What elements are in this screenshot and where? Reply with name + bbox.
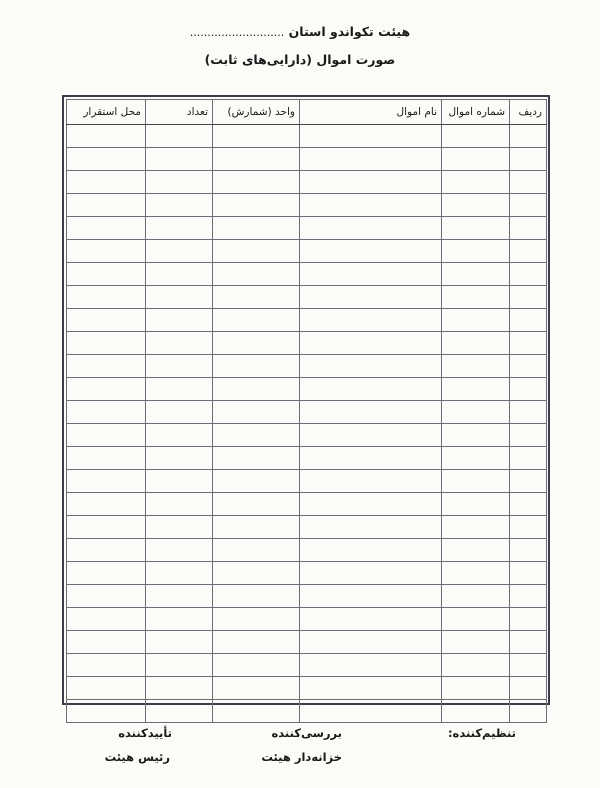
table-row (67, 125, 547, 148)
table-cell (442, 424, 510, 447)
table-row (67, 539, 547, 562)
table-row (67, 562, 547, 585)
table-cell (510, 493, 547, 516)
table-cell (510, 470, 547, 493)
table-row (67, 171, 547, 194)
column-header-location: محل استقرار (67, 100, 146, 125)
board-head-label: رئیس هیئت (104, 750, 170, 764)
table-cell (213, 125, 300, 148)
column-header-row-number: ردیف (510, 100, 547, 125)
table-cell (442, 263, 510, 286)
table-cell (146, 332, 213, 355)
table-cell (67, 194, 146, 217)
table-cell (300, 516, 442, 539)
table-row (67, 148, 547, 171)
table-cell (213, 677, 300, 700)
table-cell (67, 539, 146, 562)
reviewer-label: بررسی‌کننده (271, 726, 342, 740)
table-cell (510, 355, 547, 378)
table-cell (510, 240, 547, 263)
table-cell (442, 539, 510, 562)
table-cell (442, 700, 510, 723)
table-cell (300, 654, 442, 677)
table-row (67, 378, 547, 401)
table-cell (146, 654, 213, 677)
title-blank-dots: ........................... (189, 26, 285, 39)
table-cell (442, 240, 510, 263)
table-cell (510, 332, 547, 355)
table-cell (67, 470, 146, 493)
table-cell (213, 286, 300, 309)
table-cell (510, 125, 547, 148)
table-cell (213, 539, 300, 562)
table-cell (510, 654, 547, 677)
table-cell (213, 424, 300, 447)
table-cell (146, 585, 213, 608)
table-cell (67, 125, 146, 148)
table-row (67, 677, 547, 700)
table-cell (67, 516, 146, 539)
approver-label: تأییدکننده (118, 726, 172, 740)
table-row (67, 263, 547, 286)
assets-table-frame (62, 95, 550, 705)
table-row (67, 493, 547, 516)
table-cell (300, 493, 442, 516)
table-cell (67, 378, 146, 401)
form-subtitle: صورت اموال (دارایی‌های ثابت) (204, 52, 396, 67)
table-row (67, 286, 547, 309)
table-cell (510, 539, 547, 562)
prepared-by-label: تنظیم‌کننده: (447, 726, 516, 740)
table-cell (510, 585, 547, 608)
table-cell (67, 700, 146, 723)
table-cell (146, 401, 213, 424)
table-cell (213, 608, 300, 631)
table-cell (510, 286, 547, 309)
table-row (67, 654, 547, 677)
table-cell (213, 171, 300, 194)
table-cell (67, 148, 146, 171)
table-cell (67, 608, 146, 631)
table-row (67, 516, 547, 539)
assets-table (66, 99, 547, 723)
table-row (67, 700, 547, 723)
table-cell (146, 263, 213, 286)
table-cell (146, 240, 213, 263)
table-cell (510, 171, 547, 194)
table-cell (442, 332, 510, 355)
table-row (67, 309, 547, 332)
table-cell (67, 286, 146, 309)
table-cell (146, 516, 213, 539)
table-cell (510, 562, 547, 585)
column-header-asset-number: شماره اموال (442, 100, 510, 125)
table-cell (300, 447, 442, 470)
table-cell (300, 562, 442, 585)
table-cell (146, 493, 213, 516)
table-cell (442, 217, 510, 240)
table-cell (300, 677, 442, 700)
table-cell (67, 263, 146, 286)
table-row (67, 424, 547, 447)
table-cell (213, 470, 300, 493)
column-header-unit: واحد (شمارش) (213, 100, 300, 125)
table-cell (67, 631, 146, 654)
table-cell (442, 171, 510, 194)
table-cell (510, 424, 547, 447)
table-cell (300, 240, 442, 263)
table-cell (442, 378, 510, 401)
table-cell (213, 700, 300, 723)
table-cell (442, 654, 510, 677)
table-cell (146, 171, 213, 194)
table-cell (442, 401, 510, 424)
table-cell (510, 677, 547, 700)
table-cell (510, 631, 547, 654)
table-row (67, 585, 547, 608)
table-cell (146, 677, 213, 700)
table-cell (510, 263, 547, 286)
table-cell (300, 401, 442, 424)
table-cell (213, 401, 300, 424)
table-cell (146, 608, 213, 631)
table-cell (442, 309, 510, 332)
table-cell (442, 608, 510, 631)
table-cell (146, 194, 213, 217)
table-cell (146, 447, 213, 470)
table-cell (146, 562, 213, 585)
table-cell (146, 470, 213, 493)
table-cell (146, 378, 213, 401)
table-cell (67, 171, 146, 194)
table-cell (213, 240, 300, 263)
table-row (67, 217, 547, 240)
table-cell (213, 562, 300, 585)
table-cell (146, 286, 213, 309)
table-cell (300, 286, 442, 309)
table-cell (442, 148, 510, 171)
table-cell (442, 125, 510, 148)
table-cell (300, 194, 442, 217)
table-cell (67, 562, 146, 585)
table-cell (213, 654, 300, 677)
table-cell (300, 608, 442, 631)
table-cell (213, 447, 300, 470)
table-cell (146, 125, 213, 148)
table-cell (510, 608, 547, 631)
table-cell (146, 539, 213, 562)
table-row (67, 332, 547, 355)
table-cell (300, 217, 442, 240)
table-cell (300, 424, 442, 447)
table-cell (146, 217, 213, 240)
table-cell (67, 355, 146, 378)
table-cell (300, 470, 442, 493)
table-cell (442, 470, 510, 493)
table-cell (213, 217, 300, 240)
table-cell (213, 493, 300, 516)
table-header-row (67, 100, 547, 125)
table-cell (67, 447, 146, 470)
table-cell (300, 332, 442, 355)
table-row (67, 470, 547, 493)
table-cell (442, 516, 510, 539)
column-header-asset-name: نام اموال (300, 100, 442, 125)
table-cell (442, 631, 510, 654)
table-cell (510, 401, 547, 424)
table-cell (510, 378, 547, 401)
table-cell (300, 585, 442, 608)
table-cell (67, 654, 146, 677)
table-cell (67, 309, 146, 332)
table-cell (510, 516, 547, 539)
table-cell (300, 355, 442, 378)
table-cell (510, 309, 547, 332)
table-row (67, 194, 547, 217)
table-cell (300, 539, 442, 562)
table-cell (67, 240, 146, 263)
table-cell (213, 585, 300, 608)
table-cell (67, 493, 146, 516)
table-cell (442, 194, 510, 217)
table-cell (213, 263, 300, 286)
table-cell (510, 447, 547, 470)
table-cell (146, 309, 213, 332)
table-cell (510, 148, 547, 171)
column-header-quantity: تعداد (146, 100, 213, 125)
table-cell (442, 677, 510, 700)
table-row (67, 401, 547, 424)
table-cell (510, 217, 547, 240)
table-cell (213, 332, 300, 355)
table-cell (300, 309, 442, 332)
table-row (67, 447, 547, 470)
table-cell (300, 125, 442, 148)
table-cell (442, 286, 510, 309)
table-cell (67, 332, 146, 355)
table-cell (213, 148, 300, 171)
table-cell (300, 631, 442, 654)
table-cell (67, 424, 146, 447)
table-cell (510, 700, 547, 723)
table-cell (146, 700, 213, 723)
table-cell (300, 148, 442, 171)
treasurer-label: خزانه‌دار هیئت (261, 750, 342, 764)
table-cell (442, 585, 510, 608)
table-cell (442, 562, 510, 585)
table-cell (442, 493, 510, 516)
table-cell (442, 355, 510, 378)
table-cell (213, 355, 300, 378)
table-cell (213, 516, 300, 539)
table-cell (510, 194, 547, 217)
table-cell (300, 378, 442, 401)
table-cell (300, 171, 442, 194)
table-cell (67, 677, 146, 700)
table-row (67, 240, 547, 263)
table-cell (442, 447, 510, 470)
table-cell (213, 309, 300, 332)
table-row (67, 355, 547, 378)
table-cell (213, 194, 300, 217)
table-cell (300, 700, 442, 723)
table-row (67, 631, 547, 654)
table-cell (67, 401, 146, 424)
table-cell (146, 424, 213, 447)
form-title (0, 24, 600, 39)
table-cell (146, 355, 213, 378)
table-cell (213, 631, 300, 654)
title-province-label: هیئت تکواندو استان (288, 24, 411, 39)
table-cell (300, 263, 442, 286)
table-row (67, 608, 547, 631)
table-cell (67, 217, 146, 240)
table-cell (213, 378, 300, 401)
table-cell (146, 148, 213, 171)
table-cell (146, 631, 213, 654)
table-cell (67, 585, 146, 608)
